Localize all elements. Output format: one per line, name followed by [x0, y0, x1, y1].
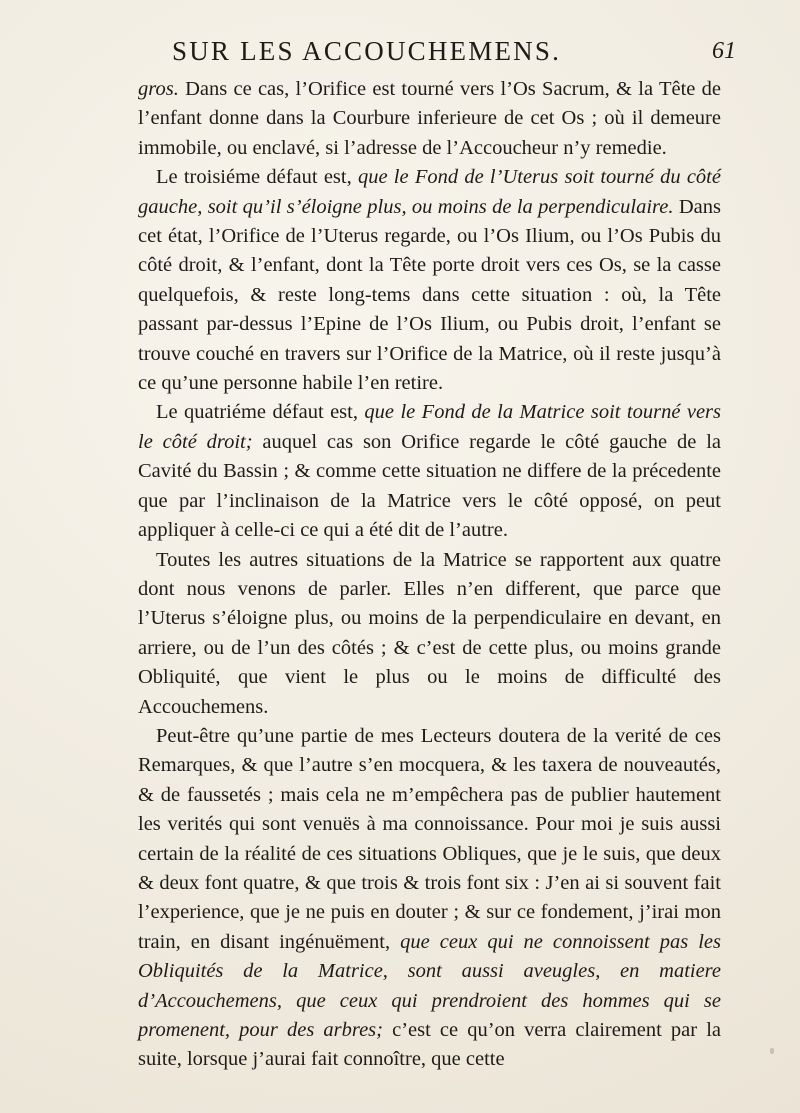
- page-number: 61: [712, 38, 736, 64]
- italic-text: que le Fond de la Matrice soit tourné vers le côté droit;: [138, 401, 721, 453]
- paragraph: [138, 546, 721, 722]
- running-head: [0, 30, 800, 70]
- italic-text: que le Fond de l’Uterus soit tourné du côté gauche, soit qu’il s’éloigne plus, ou moins de la perpendiculaire.: [138, 166, 721, 218]
- italic-text: gros.: [138, 78, 179, 100]
- paragraph: [138, 163, 721, 398]
- running-title: SUR LES ACCOUCHEMENS.: [172, 36, 562, 66]
- text-run: auquel cas son Orifice regarde le côté gauche de la Cavité du Bassin ; & comme cette situation ne differe de la précedente que par l’inclinaison de la Matrice vers le côté opposé, on peut appliquer à celle-ci ce qui a été dit de l’autre.: [138, 430, 722, 542]
- text-run: Le troisiéme défaut est,: [156, 166, 358, 189]
- text-run: Dans ce cas, l’Orifice est tourné vers l’Os Sacrum, & la Tête de l’enfant donne dans la Courbure inferieure de cet Os ; où il demeure immobile, ou enclavé, si l’adresse de l’Accoucheur n’y remedie.: [138, 78, 721, 159]
- text-run: c’est ce qu’on verra clairement par la suite, lorsque j’aurai fait connoître, que cette: [138, 1019, 721, 1071]
- page-stain: [770, 1048, 774, 1054]
- paragraph: [138, 398, 721, 545]
- text-run: Peut-être qu’une partie de mes Lecteurs doutera de la verité de ces Remarques, & que l’autre s’en mocquera, & les taxera de nouveautés, & de faussetés ; mais cela ne m’empêchera pas de publier hautement les verités qui sont venuës à ma connoissance. Pour moi je suis aussi certain de la réalité de ces situations Obliques, que je le suis, que deux & deux font quatre, & que trois & trois font six : J’en ai si souvent fait l’experience, que je ne puis en douter ; & sur ce fondement, j’irai mon train, en disant ingénuëment,: [138, 724, 721, 953]
- italic-text: que ceux qui ne connoissent pas les Obliquités de la Matrice, sont aussi aveugles, en matiere d’Accouchemens, que ceux qui prendroient des hommes qui se promenent, pour des arbres;: [138, 930, 721, 1041]
- text-run: Toutes les autres situations de la Matrice se rapportent aux quatre dont nous venons de parler. Elles n’en different, que parce que l’Uterus s’éloigne plus, ou moins de la perpendiculaire en devant, en arriere, ou de l’un des côtés ; & c’est de cette plus, ou moins grande Obliquité, que vient le plus ou le moins de difficulté des Accouchemens.: [138, 548, 721, 718]
- paragraph: [138, 75, 721, 163]
- text-run: Le quatriéme défaut est,: [156, 401, 365, 424]
- paragraph: [138, 722, 721, 1075]
- text-run: Dans cet état, l’Orifice de l’Uterus regarde, ou l’Os Ilium, ou l’Os Pubis du côté droit, & l’enfant, dont la Tête porte droit vers ces Os, se la casse quelquefois, & reste long-tems dans cette situation : où, la Tête passant par-dessus l’Epine de l’Os Ilium, ou Pubis droit, l’enfant se trouve couché en travers sur l’Orifice de la Matrice, où il reste jusqu’à ce qu’une personne habile l’en retire.: [138, 195, 721, 395]
- body-text: [138, 75, 721, 1075]
